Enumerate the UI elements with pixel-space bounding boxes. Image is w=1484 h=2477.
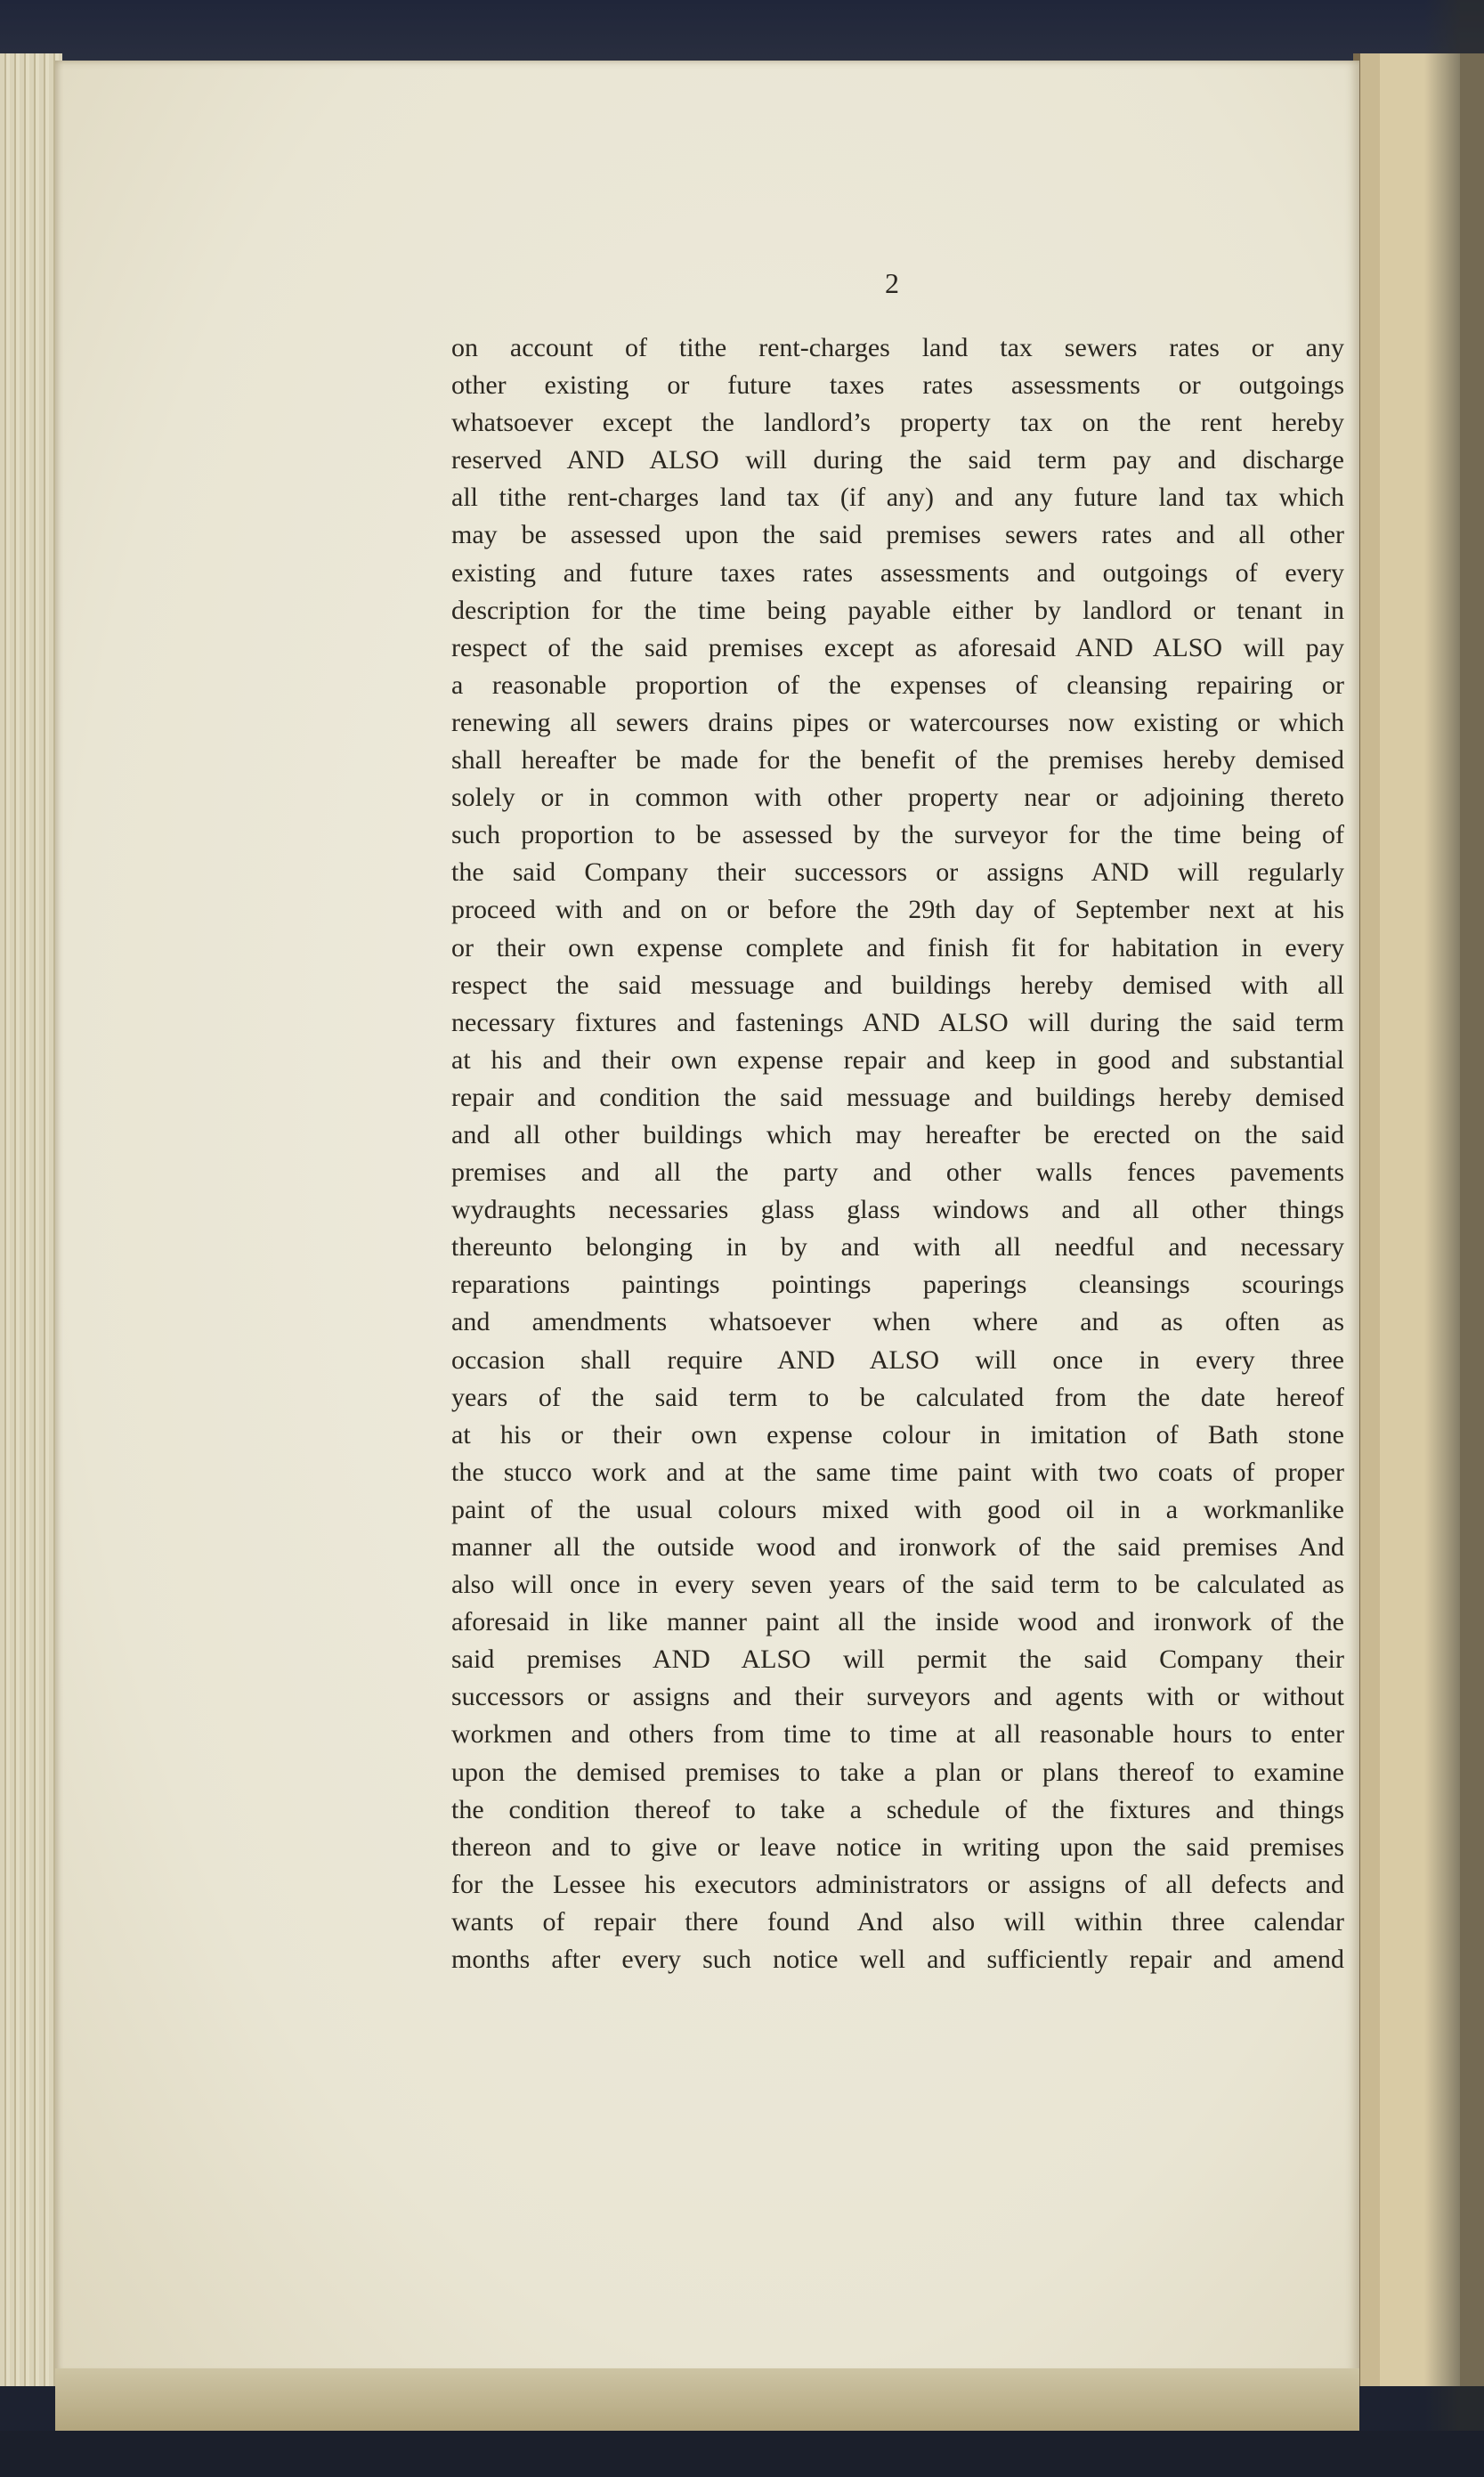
page-bottom-edge (55, 2368, 1359, 2431)
text-line: solely or in common with other property near or adjoining thereto (451, 783, 1344, 813)
text-line: reparations paintings pointings paperings cleansings scourings (451, 1270, 1344, 1300)
text-line: and all other buildings which may hereafter be erected on the said (451, 1119, 1344, 1149)
text-line: premises and all the party and other walls fences pavements (451, 1157, 1344, 1188)
text-line: or their own expense complete and finish fit for habitation in every (451, 932, 1344, 962)
background-cover (0, 0, 1484, 67)
text-line: wydraughts necessaries glass glass windows and all other things (451, 1195, 1344, 1225)
text-line: proceed with and on or before the 29th day of September next at his (451, 895, 1344, 925)
text-line: wants of repair there found And also will within three calendar (451, 1906, 1344, 1937)
text-line: at his and their own expense repair and keep in good and substantial (451, 1044, 1344, 1075)
text-line: years of the said term to be calculated from the date hereof (451, 1382, 1344, 1412)
text-line: other existing or future taxes rates assessments or outgoings (451, 370, 1344, 401)
text-line: successors or assigns and their surveyors and agents with or without (451, 1682, 1344, 1712)
text-line: occasion shall require AND ALSO will once in every three (451, 1344, 1344, 1375)
text-line: manner all the outside wood and ironwork of the said premises And (451, 1532, 1344, 1562)
text-line: the said Company their successors or assigns AND will regularly (451, 857, 1344, 888)
text-line: respect of the said premises except as aforesaid AND ALSO will pay (451, 632, 1344, 662)
text-line: thereunto belonging in by and with all needful and necessary (451, 1232, 1344, 1263)
stacked-page-edges (0, 53, 62, 2386)
text-line: all tithe rent-charges land tax (if any) and any future land tax which (451, 483, 1344, 513)
text-line: whatsoever except the landlord’s property tax on the rent hereby (451, 408, 1344, 438)
text-line: months after every such notice well and sufficiently repair and amend (451, 1945, 1344, 1975)
text-line: the condition thereof to take a schedule of the fixtures and things (451, 1794, 1344, 1824)
body-text (451, 329, 1344, 1978)
text-line: and amendments whatsoever when where and as often as (451, 1307, 1344, 1337)
text-line: may be assessed upon the said premises sewers rates and all other (451, 520, 1344, 550)
text-line: respect the said messuage and buildings hereby demised with all (451, 970, 1344, 1000)
text-line: repair and condition the said messuage and buildings hereby demised (451, 1082, 1344, 1112)
page-number: 2 (885, 267, 899, 299)
text-line: such proportion to be assessed by the surveyor for the time being of (451, 820, 1344, 850)
text-line: a reasonable proportion of the expenses of cleansing repairing or (451, 670, 1344, 700)
text-line: thereon and to give or leave notice in writing upon the said premises (451, 1831, 1344, 1862)
text-line: workmen and others from time to time at all reasonable hours to enter (451, 1719, 1344, 1750)
text-line: reserved AND ALSO will during the said term pay and discharge (451, 445, 1344, 475)
text-line: description for the time being payable either by landlord or tenant in (451, 595, 1344, 625)
background-cover-bottom (0, 2431, 1484, 2477)
text-line: said premises AND ALSO will permit the said Company their (451, 1645, 1344, 1675)
text-line: also will once in every seven years of the said term to be calculated as (451, 1570, 1344, 1600)
text-line: on account of tithe rent-charges land tax sewers rates or any (451, 333, 1344, 362)
book-shadow (1424, 0, 1484, 2477)
text-line: paint of the usual colours mixed with good oil in a workmanlike (451, 1494, 1344, 1524)
text-line: renewing all sewers drains pipes or watercourses now existing or which (451, 707, 1344, 737)
text-line: at his or their own expense colour in imitation of Bath stone (451, 1419, 1344, 1450)
text-line: shall hereafter be made for the benefit of the premises hereby demised (451, 745, 1344, 776)
text-line: the stucco work and at the same time paint with two coats of proper (451, 1457, 1344, 1487)
text-line: existing and future taxes rates assessments and outgoings of every (451, 557, 1344, 588)
text-line: necessary fixtures and fastenings AND ALSO will during the said term (451, 1007, 1344, 1037)
text-line: for the Lessee his executors administrators or assigns of all defects and (451, 1869, 1344, 1899)
text-line: upon the demised premises to take a plan or plans thereof to examine (451, 1757, 1344, 1787)
text-line: aforesaid in like manner paint all the inside wood and ironwork of the (451, 1607, 1344, 1637)
